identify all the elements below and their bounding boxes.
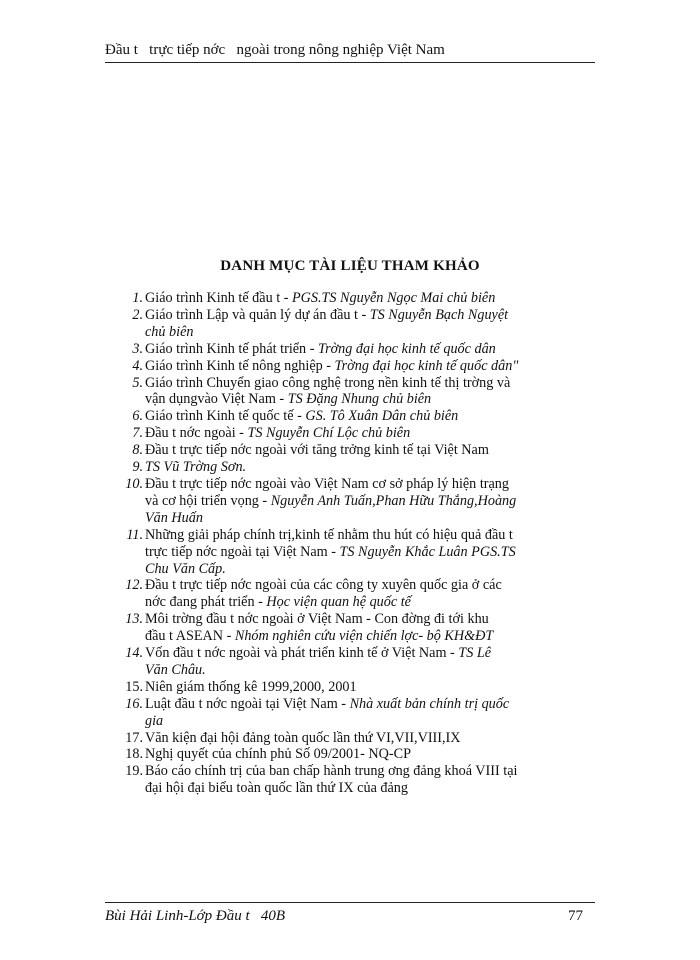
reference-item: [105, 375, 600, 409]
reference-item: [105, 746, 600, 763]
reference-title: Văn kiện đại hội đảng toàn quốc lần thứ VI,VII,VIII,IX: [145, 729, 461, 746]
reference-item: [105, 408, 600, 425]
reference-number: 2.: [132, 306, 143, 323]
reference-author: TS Vũ Trờng Sơn.: [145, 459, 247, 476]
reference-number: 13.: [125, 611, 143, 628]
reference-author: TS Đặng Nhung chủ biên: [287, 391, 432, 408]
reference-title: Nghị quyết của chính phủ Số 09/2001- NQ-CP: [145, 746, 411, 763]
reference-item: [105, 459, 600, 476]
reference-item: [105, 763, 600, 797]
reference-title: Giáo trình Kinh tế quốc tế -: [145, 408, 306, 425]
reference-number: 7.: [132, 425, 143, 442]
reference-item: [105, 611, 600, 645]
reference-author: TS Nguyễn Khắc Luân PGS.TS Chu Văn Cấp.: [145, 543, 516, 577]
page-header: Đầu t trực tiếp nớc ngoài trong nông nghiệp Việt Nam: [105, 42, 445, 58]
reference-item: [105, 577, 600, 611]
footer-author: Bùi Hải Linh-Lớp Đầu t 40B: [105, 908, 286, 924]
reference-item: [105, 442, 600, 459]
reference-item: [105, 425, 600, 442]
reference-number: 6.: [132, 408, 143, 425]
reference-author: Nhà xuất bản chính trị quốc gia: [145, 695, 510, 729]
reference-title: Những giải pháp chính trị,kinh tế nhằm thu hút có hiệu quả đầu t trực tiếp nớc ngoài tại Việt Nam -: [145, 526, 513, 560]
reference-item: [105, 341, 600, 358]
reference-number: 19.: [125, 763, 143, 780]
reference-title: Giáo trình Kinh tế đầu t -: [145, 290, 292, 306]
reference-author: TS Nguyễn Bạch Nguyệt chủ biên: [145, 306, 509, 340]
reference-author: GS. Tô Xuân Dân chủ biên: [305, 408, 459, 425]
reference-title: Giáo trình Kinh tế nông nghiệp -: [145, 357, 335, 374]
reference-author: Học viện quan hệ quốc tế: [266, 594, 411, 611]
reference-author: TS Nguyễn Chí Lộc chủ biên: [247, 425, 411, 442]
reference-title: Báo cáo chính trị của ban chấp hành trung ơng đảng khoá VIII tại đại hội đại biểu toàn quốc lần thứ IX của đảng: [145, 763, 518, 797]
reference-item: [105, 476, 600, 527]
reference-item: [105, 645, 600, 679]
reference-title: Đầu t trực tiếp nớc ngoài của các công ty xuyên quốc gia ở các nớc đang phát triển -: [145, 577, 502, 611]
reference-author: TS Lê Văn Châu.: [145, 645, 492, 678]
reference-item: [105, 730, 600, 747]
reference-number: 12.: [125, 577, 143, 594]
reference-number: 15.: [125, 678, 143, 695]
reference-item: [105, 290, 600, 307]
page-title: DANH MỤC TÀI LIỆU THAM KHẢO: [220, 258, 480, 274]
reference-title: Môi trờng đầu t nớc ngoài ở Việt Nam - Con đờng đi tới khu đầu t ASEAN -: [145, 611, 489, 645]
reference-item: [105, 527, 600, 578]
reference-title: Đầu t trực tiếp nớc ngoài vào Việt Nam cơ sở pháp lý hiện trạng và cơ hội triển vọng -: [145, 475, 509, 509]
reference-title: Luật đầu t nớc ngoài tại Việt Nam -: [145, 695, 350, 712]
reference-number: 17.: [125, 729, 143, 746]
reference-title: Giáo trình Chuyển giao công nghệ trong nền kinh tế thị trờng và vận dụngvào Việt Nam -: [145, 374, 511, 408]
reference-item: [105, 679, 600, 696]
reference-number: 16.: [125, 695, 143, 712]
reference-item: [105, 358, 600, 375]
reference-title: Giáo trình Lập và quản lý dự án đầu t -: [145, 306, 370, 323]
reference-title: Vốn đầu t nớc ngoài và phát triển kinh tế ở Việt Nam -: [145, 645, 459, 662]
reference-number: 11.: [126, 526, 143, 543]
reference-number: 9.: [132, 459, 143, 476]
reference-number: 8.: [132, 442, 143, 459]
header-divider: [105, 62, 595, 63]
reference-number: 1.: [132, 290, 143, 306]
reference-number: 4.: [132, 357, 143, 374]
reference-list: [105, 290, 600, 797]
reference-title: Đầu t nớc ngoài -: [145, 425, 248, 442]
reference-author: Nhóm nghiên cứu viện chiến lợc- bộ KH&ĐT: [234, 628, 494, 645]
reference-author: Trờng đại học kinh tế quốc dân": [334, 357, 519, 374]
page-number: 77: [568, 908, 583, 924]
footer-divider: [105, 902, 595, 903]
reference-number: 14.: [125, 645, 143, 662]
reference-number: 18.: [125, 746, 143, 763]
reference-author: PGS.TS Nguyễn Ngọc Mai chủ biên: [291, 290, 496, 306]
reference-author: Nguyễn Anh Tuấn,Phan Hữu Thắng,Hoàng Văn Huấn: [145, 492, 517, 526]
reference-number: 10.: [125, 475, 143, 492]
reference-author: Trờng đại học kinh tế quốc dân: [317, 340, 496, 357]
reference-item: [105, 307, 600, 341]
reference-title: Đầu t trực tiếp nớc ngoài với tăng trởng kinh tế tại Việt Nam: [145, 442, 489, 459]
reference-item: [105, 696, 600, 730]
reference-number: 3.: [132, 340, 143, 357]
reference-title: Giáo trình Kinh tế phát triển -: [145, 340, 318, 357]
reference-title: Niên giám thống kê 1999,2000, 2001: [145, 678, 357, 695]
reference-number: 5.: [132, 374, 143, 391]
